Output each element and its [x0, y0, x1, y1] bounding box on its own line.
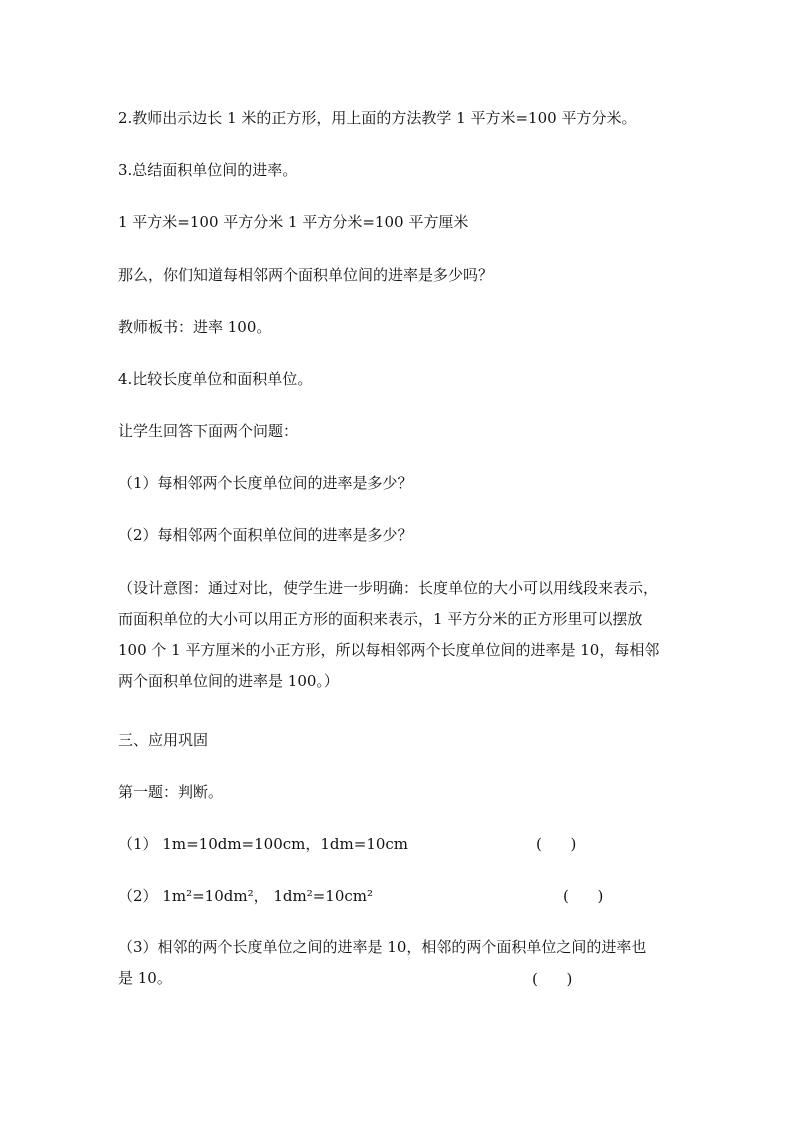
text-line-3: 1 平方米=100 平方分米 1 平方分米=100 平方厘米 [118, 213, 469, 231]
judge-item-2: （2） 1m²=10dm²， 1dm²=10cm² [118, 887, 374, 905]
section-title: 三、应用巩固 [118, 731, 209, 749]
design-intent-row-2: 而面积单位的大小可以用正方形的面积来表示，1 平方分米的正方形里可以摆放 [118, 610, 643, 628]
design-intent-row-1: （设计意图：通过对比，使学生进一步明确：长度单位的大小可以用线段来表示， [118, 579, 659, 597]
judge-item-1-answer-blank: ( ) [536, 835, 577, 853]
judge-item-3-row-2: 是 10。 [118, 969, 172, 987]
design-intent-paragraph [118, 573, 678, 697]
design-intent-row-4: 两个面积单位间的进率是 100。） [118, 672, 339, 690]
judge-item-3 [118, 932, 678, 994]
text-line-2: 3.总结面积单位间的进率。 [118, 161, 298, 179]
question-1-line: （1）每相邻两个长度单位间的进率是多少？ [118, 474, 413, 492]
judge-item-3-row-1: （3）相邻的两个长度单位之间的进率是 10，相邻的两个面积单位之间的进率也 [118, 938, 647, 956]
design-intent-row-3: 100 个 1 平方厘米的小正方形，所以每相邻两个长度单位间的进率是 10，每相邻 [118, 641, 660, 659]
text-line-1: 2.教师出示边长 1 米的正方形，用上面的方法教学 1 平方米=100 平方分米。 [118, 109, 637, 127]
text-line-6: 4.比较长度单位和面积单位。 [118, 370, 313, 388]
text-line-7: 让学生回答下面两个问题： [118, 422, 299, 440]
judge-item-3-answer-blank: ( ) [532, 970, 573, 988]
judge-item-1: （1） 1m=10dm=100cm，1dm=10cm [118, 835, 409, 853]
text-line-4: 那么，你们知道每相邻两个面积单位间的进率是多少吗？ [118, 266, 494, 284]
exercise-title: 第一题：判断。 [118, 783, 224, 801]
text-line-5: 教师板书：进率 100。 [118, 318, 272, 336]
question-2-line: （2）每相邻两个面积单位间的进率是多少？ [118, 526, 413, 544]
judge-item-2-answer-blank: ( ) [563, 887, 604, 905]
